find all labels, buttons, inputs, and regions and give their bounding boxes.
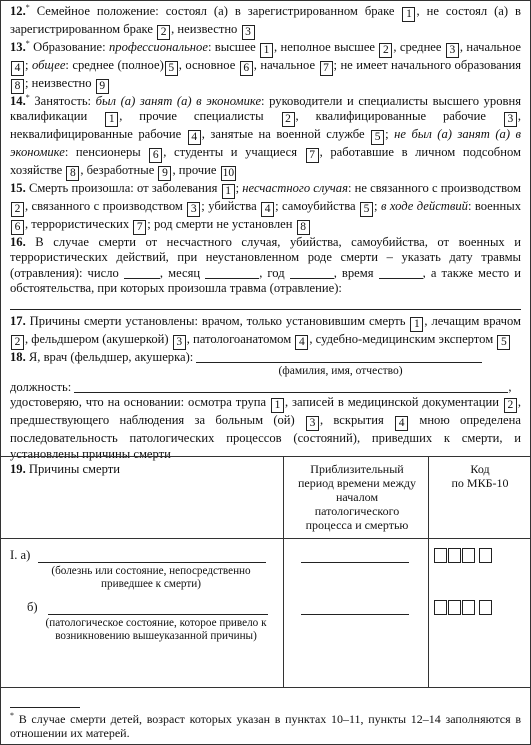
row-a-period-field[interactable] [301, 548, 409, 563]
position-line: должность: , [10, 380, 512, 395]
row-b-caption: (патологическое состояние, которое привело к возникновению вышеуказанной причины) [45, 617, 267, 642]
checkbox-occ-unemployed[interactable]: 9 [158, 166, 171, 181]
checkbox-death-disease[interactable]: 1 [222, 184, 235, 199]
causes-of-death-table [1, 456, 530, 744]
checkbox-occ-other[interactable]: 10 [222, 167, 235, 180]
checkbox-occ-military[interactable]: 5 [371, 130, 384, 145]
checkbox-edu-unknown[interactable]: 9 [96, 79, 109, 94]
injury-month-field[interactable] [205, 278, 259, 279]
injury-day-field[interactable] [124, 278, 160, 279]
row-b-period-field[interactable] [301, 600, 409, 615]
section-18: 18. Я, врач (фельдшер, акушерка): [10, 350, 521, 365]
checkbox-occ-students[interactable]: 7 [306, 148, 319, 163]
checkbox-cause-by-paramedic[interactable]: 3 [173, 335, 186, 350]
checkbox-death-work-accident[interactable]: 3 [187, 202, 200, 217]
checkbox-cause-by-attesting-doctor[interactable]: 1 [410, 317, 423, 332]
checkbox-occ-unskilled[interactable]: 4 [188, 130, 201, 145]
checkbox-not-married[interactable]: 2 [157, 25, 170, 40]
checkbox-cause-by-forensic[interactable]: 5 [497, 335, 510, 350]
fio-caption: (фамилия, имя, отчество) [278, 365, 403, 378]
attestation-text: удостоверяю, что на основании: осмотра трупа 1 , записей в медицинской документации 2 , предшествующего наблюдения за больным (ой) 3 , вскрытия 4 мною определена последовательность патологических процессов (состояний), приведших к смерти, и установлены причины смерти [10, 395, 522, 461]
checkbox-basis-autopsy[interactable]: 4 [395, 416, 408, 431]
header-period: Приблизительный период времени между началом патологического процесса и смертью [297, 462, 416, 532]
footnote: * В случае смерти детей, возраст которых указан в пунктах 10–11, пункты 12–14 заполняются в отношении их матерей. [10, 711, 521, 740]
checkbox-death-suicide[interactable]: 5 [360, 202, 373, 217]
row-b-icd-code[interactable] [434, 600, 493, 619]
checkbox-edu-primary[interactable]: 7 [320, 61, 333, 76]
checkbox-cause-by-pathologist[interactable]: 4 [295, 335, 308, 350]
checkbox-married[interactable]: 1 [402, 7, 415, 22]
checkbox-occ-household[interactable]: 8 [66, 166, 79, 181]
row-b-label: б) [27, 600, 38, 614]
item-number: 12. [10, 4, 26, 18]
checkbox-death-military[interactable]: 6 [11, 220, 24, 235]
checkbox-edu-higher[interactable]: 1 [260, 43, 273, 58]
injury-year-field[interactable] [290, 278, 334, 279]
row-a-cause-field[interactable] [38, 548, 266, 563]
checkbox-edu-primary-prof[interactable]: 4 [11, 61, 24, 76]
header-causes: 19. Причины смерти [10, 462, 120, 476]
section-16: 16. В случае смерти от несчастного случая, убийства, самоубийства, от военных и террористических действий, при неустановленном роде смерти – указать дату травмы (отравления): число , месяц , год , время , а также место и обстоятельства, при которых произошла травма (отравление): [10, 235, 521, 295]
section-14: 14.* Занятость: был (а) занят (а) в экономике: руководители и специалисты высшего уровня квалификации 1 , прочие специалисты 2 , квалифицированные рабочие 3 , неквалифицированные рабочие 4 , занятые на военной службе 5 ; не был (а) занят (а) в экономике: пенсионеры 6 , студенты и учащиеся 7 , работавшие в личном подсобном хозяйстве 8 , безработные 9 , прочие 10 [10, 92, 522, 180]
row-a-icd-code[interactable] [434, 548, 493, 567]
section-17: 17. Причины смерти установлены: врачом, только установившим смерть 1 , лечащим врачом 2 , фельдшером (акушеркой) 3 , патологоанатомом 4 , судебно-медицинским экспертом 5 [10, 314, 521, 349]
checkbox-basis-examination[interactable]: 1 [271, 398, 284, 413]
checkbox-basis-records[interactable]: 2 [504, 398, 517, 413]
checkbox-edu-full-secondary[interactable]: 5 [165, 61, 178, 76]
checkbox-death-undetermined[interactable]: 8 [297, 220, 310, 235]
row-a-label: I. а) [10, 548, 31, 562]
injury-circumstances-field[interactable] [10, 296, 521, 310]
checkbox-occ-specialists[interactable]: 2 [282, 112, 295, 127]
checkbox-edu-none[interactable]: 8 [11, 79, 24, 94]
checkbox-occ-skilled[interactable]: 3 [504, 112, 517, 127]
checkbox-basis-observation[interactable]: 3 [306, 416, 319, 431]
injury-time-field[interactable] [379, 278, 423, 279]
checkbox-occ-managers[interactable]: 1 [105, 112, 118, 127]
position-field[interactable] [74, 392, 508, 393]
row-a-caption: (болезнь или состояние, непосредственно приведшее к смерти) [51, 565, 251, 590]
checkbox-marital-unknown[interactable]: 3 [242, 25, 255, 40]
section-12: 12.* Семейное положение: состоял (а) в зарегистрированном браке 1 , не состоял (а) в зарегистрированном браке 2 , неизвестно 3 [10, 2, 521, 38]
checkbox-death-nonwork-accident[interactable]: 2 [11, 202, 24, 217]
row-b-cause-field[interactable] [48, 600, 268, 615]
section-13: 13.* Образование: профессиональное: высшее 1 , неполное высшее 2 , среднее 3 , начальное 4 ; общее: среднее (полное) 5 , основное 6 , начальное 7 ; не имеет начального образования 8 ; неизвестно 9 [10, 38, 522, 92]
checkbox-edu-basic[interactable]: 6 [240, 61, 253, 76]
checkbox-death-terror[interactable]: 7 [133, 220, 146, 235]
checkbox-death-murder[interactable]: 4 [261, 202, 274, 217]
checkbox-edu-secondary[interactable]: 3 [446, 43, 459, 58]
checkbox-cause-by-attending-doctor[interactable]: 2 [11, 335, 24, 350]
checkbox-edu-incomplete-higher[interactable]: 2 [379, 43, 392, 58]
footnote-rule [10, 707, 80, 708]
section-15: 15. Смерть произошла: от заболевания 1 ; несчастного случая: не связанного с производством 2 , связанного с производством 3 ; убийства 4 ; самоубийства 5 ; в ходе действий: военных 6 , террористических 7 ; род смерти не установлен 8 [10, 181, 521, 234]
checkbox-occ-pensioners[interactable]: 6 [149, 148, 162, 163]
header-icd-code: Код по МКБ-10 [451, 462, 509, 490]
doctor-name-field[interactable] [196, 362, 482, 363]
